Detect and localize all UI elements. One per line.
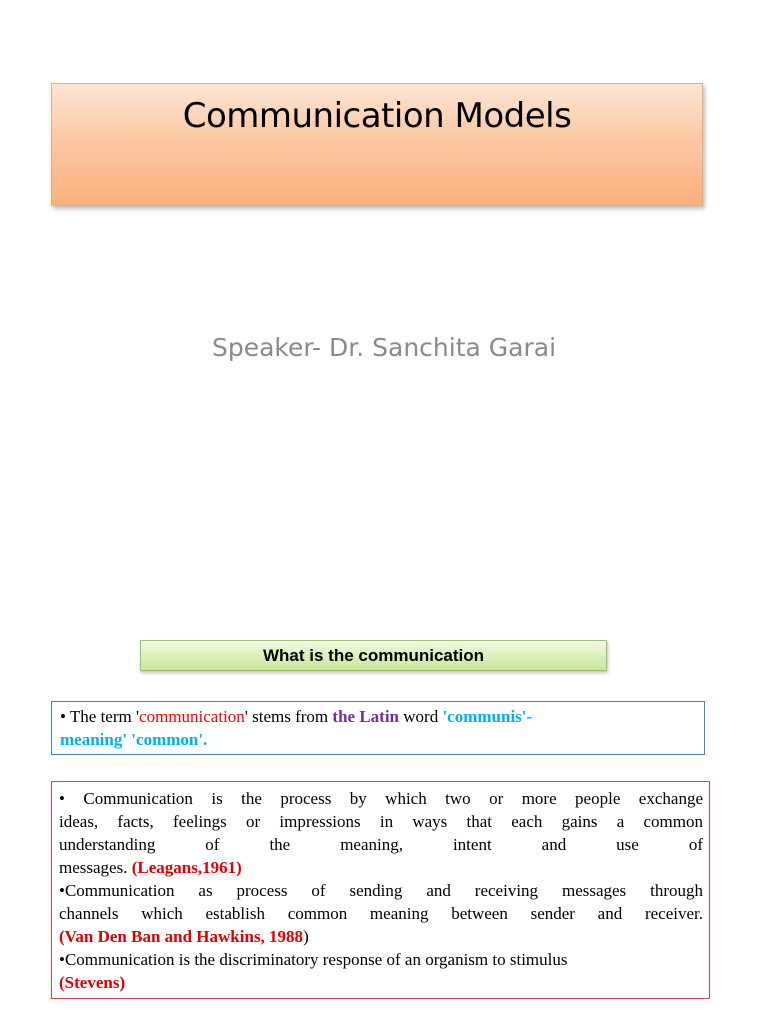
- definition-1-line-2: ideas, facts, feelings or impressions in ways that each gains a common: [59, 812, 703, 831]
- term-meaning-common: meaning' 'common'.: [60, 730, 208, 749]
- etymology-box: [51, 701, 705, 755]
- etymology-text-word: word: [399, 707, 443, 726]
- title-banner: [51, 83, 703, 206]
- section-heading: What is the communication: [140, 640, 607, 671]
- bullet: •: [60, 707, 66, 726]
- slide-title: Communication Models: [182, 96, 572, 136]
- citation-van-den-ban: (Van Den Ban and Hawkins, 1988: [59, 927, 304, 946]
- definition-1-line-4: [59, 856, 703, 879]
- definition-2-line-3: [59, 925, 703, 948]
- definition-2-line-1: •Communication as process of sending and receiving messages through: [59, 881, 703, 900]
- definition-1-line-3-text: understanding of the meaning, intent and use of: [59, 835, 703, 854]
- definition-3-line-2: [59, 971, 703, 994]
- speaker-subtitle: Speaker- Dr. Sanchita Garai: [211, 333, 557, 362]
- citation-close-paren: ): [303, 927, 309, 946]
- etymology-text-mid: ' stems from: [244, 707, 333, 726]
- definition-2-line-2: channels which establish common meaning between sender and receiver.: [59, 904, 703, 923]
- term-communication: communication: [139, 707, 245, 726]
- citation-stevens: (Stevens): [59, 973, 126, 992]
- definition-1-line-3: [59, 833, 703, 856]
- term-latin: the Latin: [332, 707, 399, 726]
- term-communis: 'communis'-: [442, 707, 533, 726]
- definition-1-line-1: • Communication is the process by which two or more people exchange: [59, 789, 703, 808]
- definition-1-line-4-text: messages.: [59, 858, 132, 877]
- citation-leagans: (Leagans,1961): [131, 858, 242, 877]
- etymology-text-pre: The term ': [65, 707, 140, 726]
- definitions-box: [51, 781, 710, 999]
- definition-3-line-1: •Communication is the discriminatory response of an organism to stimulus: [59, 950, 568, 969]
